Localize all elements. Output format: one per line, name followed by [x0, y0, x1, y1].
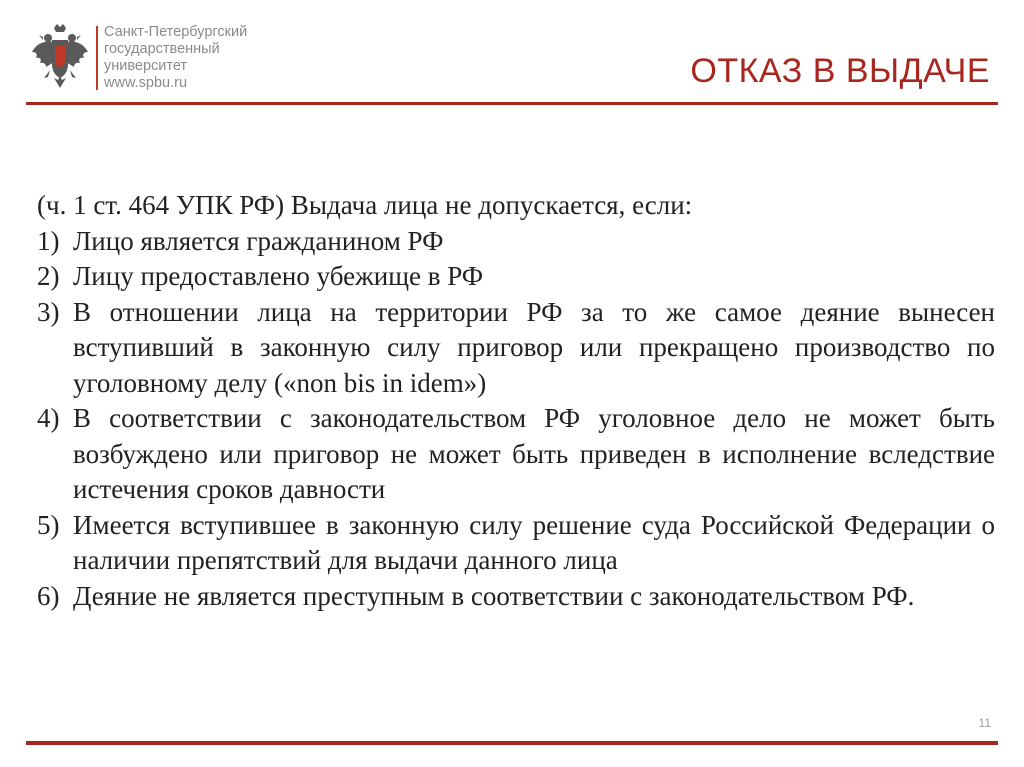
spbu-eagle-logo-icon: [30, 22, 90, 90]
university-line-2: государственный: [104, 41, 220, 57]
university-url: www.spbu.ru: [104, 75, 188, 91]
university-name: [104, 24, 247, 92]
list-item-number: 3): [37, 296, 60, 327]
list-item-text: Лицу предоставлено убежище в РФ: [73, 261, 484, 291]
list-item: [37, 508, 995, 579]
list-item-number: 5): [37, 509, 60, 540]
list-item: [37, 401, 995, 508]
slide-title: ОТКАЗ В ВЫДАЧЕ: [690, 52, 990, 90]
slide-body: [37, 188, 995, 614]
intro-text: (ч. 1 ст. 464 УПК РФ) Выдача лица не допускается, если:: [37, 190, 693, 220]
page-number: 11: [978, 716, 991, 730]
conditions-list: [37, 224, 995, 615]
list-item-number: 4): [37, 403, 60, 433]
list-item-number: 2): [37, 261, 60, 291]
list-item-text: В соответствии с законодательством РФ уголовное дело не может быть возбуждено или приговор не может быть приведен в исполнение вследствие истечения сроков давности: [73, 403, 995, 504]
list-item-text: В отношении лица на территории РФ за то же самое деяние вынесен вступивший в законную силу приговор или прекращено производство по уголовному делу («non bis in idem»): [73, 296, 995, 398]
list-item: [37, 579, 995, 615]
list-item-text: Деяние не является преступным в соответствии с законодательством РФ.: [73, 580, 915, 611]
footer-divider: [26, 741, 998, 745]
university-line-3: университет: [104, 58, 188, 74]
list-item-number: 6): [37, 580, 60, 611]
logo-divider: [96, 26, 98, 90]
list-item: [37, 295, 995, 402]
list-item: [37, 259, 995, 295]
header-divider: [26, 102, 998, 105]
list-item-text: Лицо является гражданином РФ: [73, 225, 444, 256]
university-line-1: Санкт-Петербургский: [104, 24, 248, 40]
list-item-number: 1): [37, 225, 60, 256]
list-item: [37, 224, 995, 260]
list-item-text: Имеется вступившее в законную силу решение суда Российской Федерации о наличии препятствий для выдачи данного лица: [73, 509, 995, 575]
